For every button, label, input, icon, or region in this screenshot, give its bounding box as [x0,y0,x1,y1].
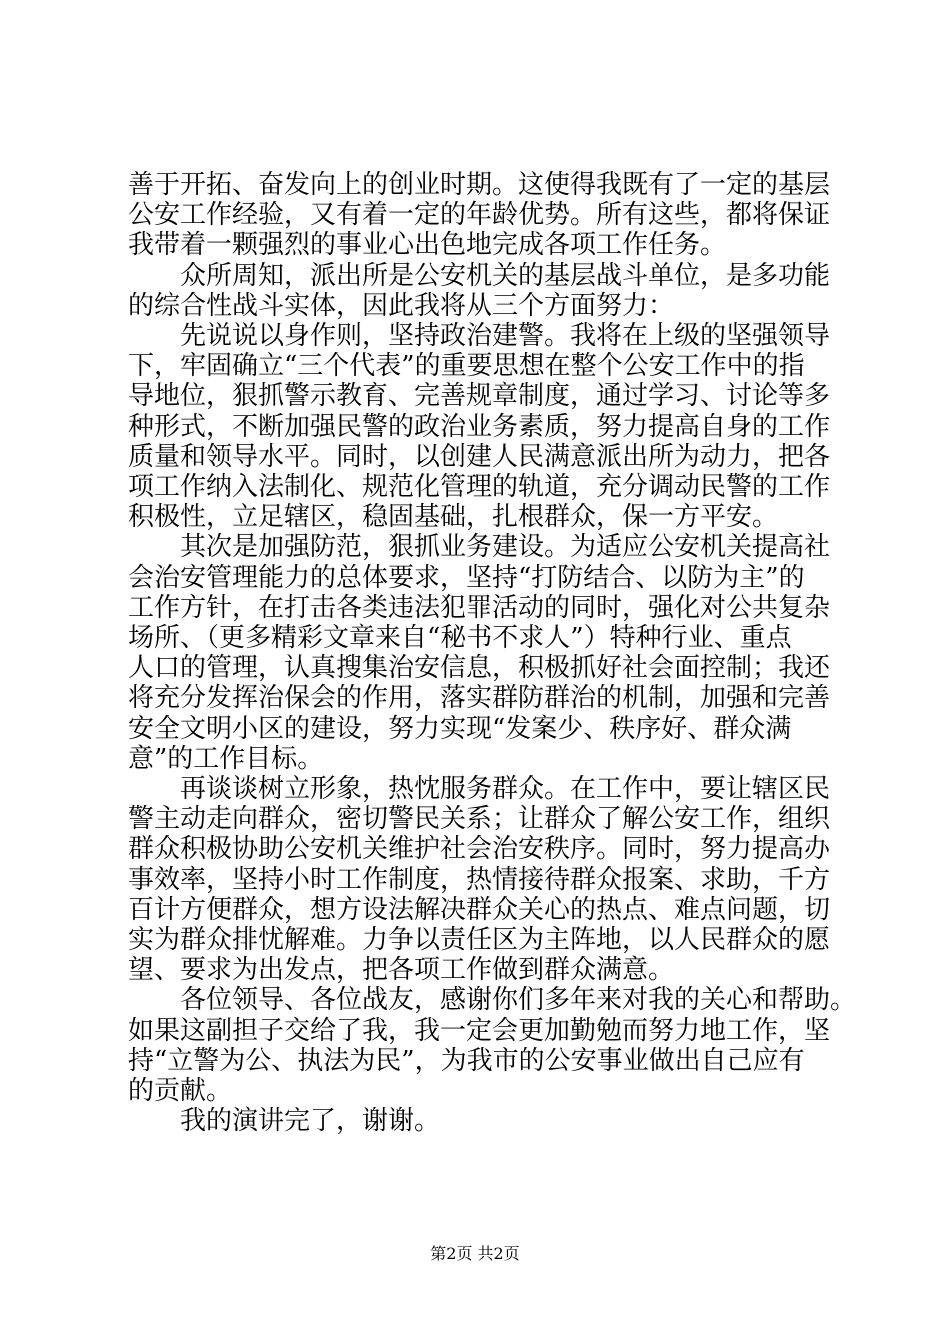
paragraph [128,321,834,532]
text-line: 实为群众排忧解难。力争以责任区为主阵地，以人民群众的愿 [128,925,831,956]
body-text [128,170,857,1137]
text-line: 质量和领导水平。同时，以创建人民满意派出所为动力，把各 [128,441,831,472]
text-line: 先说说以身作则，坚持政治建警。我将在上级的坚强领导 [180,321,831,352]
text-line: 各位领导、各位战友，感谢你们多年来对我的关心和帮助。 [180,985,857,1016]
text-line: 如果这副担子交给了我，我一定会更加勤勉而努力地工作，坚 [128,1015,831,1046]
paragraph [128,170,834,261]
text-line: 我带着一颗强烈的事业心出色地完成各项工作任务。 [128,230,727,261]
text-line: 望、要求为出发点，把各项工作做到群众满意。 [128,955,675,986]
paragraph [128,1106,834,1136]
text-line: 公安工作经验，又有着一定的年龄优势。所有这些，都将保证 [128,200,831,231]
text-line: 的综合性战斗实体，因此我将从三个方面努力： [128,290,675,321]
text-line: 人口的管理，认真搜集治安信息，积极抓好社会面控制；我还 [128,653,831,684]
text-line: 积极性，立足辖区，稳固基础，扎根群众，保一方平安。 [128,502,779,533]
page-footer: 第2页 共2页 [430,1244,520,1263]
text-line: 种形式，不断加强民警的政治业务素质，努力提高自身的工作 [128,411,831,442]
text-line: 百计方便群众，想方设法解决群众关心的热点、难点问题，切 [128,894,831,925]
text-line: 警主动走向群众，密切警民关系；让群众了解公安工作，组织 [128,804,831,835]
text-line: 下，牢固确立“三个代表”的重要思想在整个公安工作中的指 [128,351,805,382]
text-line: 场所、（更多精彩文章来自“秘书不求人”）特种行业、重点 [128,623,792,654]
paragraph [128,261,834,321]
text-line: 导地位，狠抓警示教育、完善规章制度，通过学习、讨论等多 [128,381,831,412]
text-line: 会治安管理能力的总体要求，坚持“打防结合、以防为主”的 [128,562,805,593]
text-line: 将充分发挥治保会的作用，落实群防群治的机制，加强和完善 [128,683,831,714]
text-line: 意”的工作目标。 [128,743,324,774]
text-line: 的贡献。 [128,1076,233,1107]
text-line: 安全文明小区的建设，努力实现“发案少、秩序好、群众满 [128,713,792,744]
text-line: 再谈谈树立形象，热忱服务群众。在工作中，要让辖区民 [180,774,831,805]
paragraph [128,774,834,985]
text-line: 其次是加强防范，狠抓业务建设。为适应公安机关提高社 [180,532,831,563]
paragraph [128,532,834,774]
text-line: 工作方针，在打击各类违法犯罪活动的同时，强化对公共复杂 [128,592,831,623]
paragraph [128,985,857,1107]
text-line: 群众积极协助公安机关维护社会治安秩序。同时，努力提高办 [128,834,831,865]
text-line: 事效率，坚持小时工作制度，热情接待群众报案、求助，千方 [128,864,831,895]
text-line: 持“立警为公、执法为民”，为我市的公安事业做出自己应有 [128,1045,805,1076]
text-line: 众所周知，派出所是公安机关的基层战斗单位，是多功能 [180,260,831,291]
text-line: 善于开拓、奋发向上的创业时期。这使得我既有了一定的基层 [128,170,831,200]
text-line: 项工作纳入法制化、规范化管理的轨道，充分调动民警的工作 [128,472,831,503]
text-line: 我的演讲完了，谢谢。 [180,1106,441,1137]
